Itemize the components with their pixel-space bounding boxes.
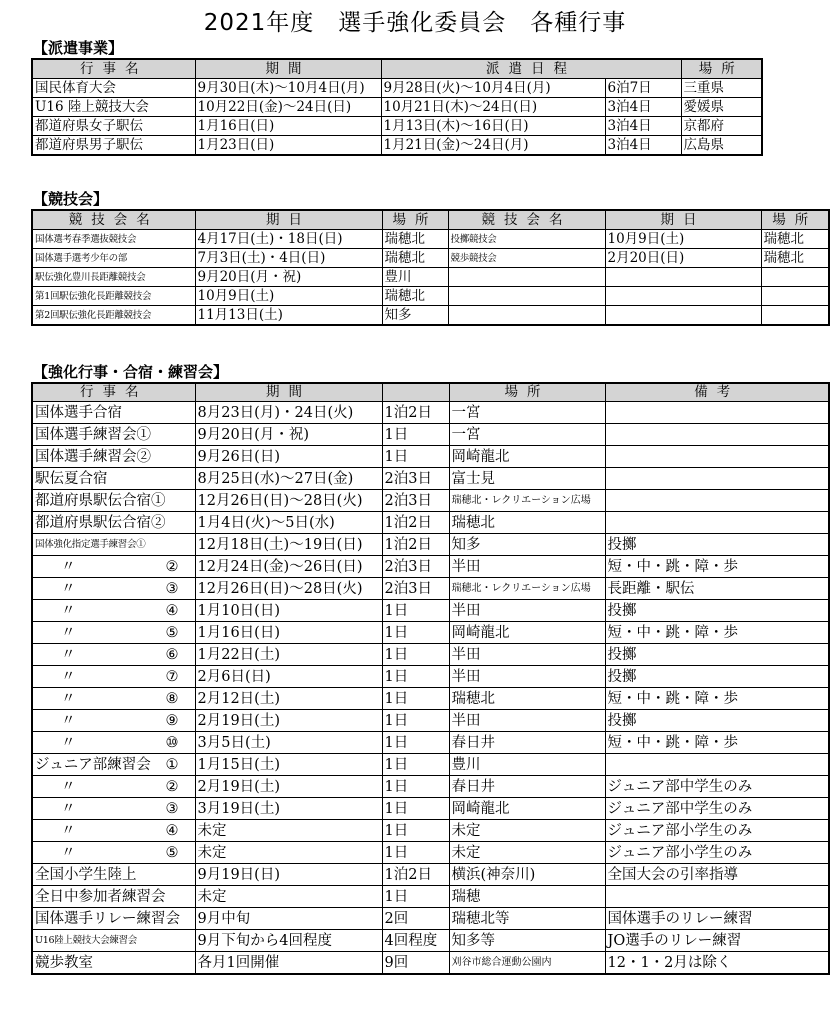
note-cell [605, 468, 829, 490]
days-cell: 2泊3日 [382, 578, 449, 600]
days-cell: 1日 [382, 644, 449, 666]
table-row [32, 864, 829, 886]
event-number: ① [165, 756, 179, 773]
event-number: ③ [165, 800, 179, 817]
date-cell [605, 268, 761, 287]
table-row [32, 249, 829, 268]
col-header-period: 期間 [195, 383, 382, 402]
period-cell: 2月6日(日) [195, 666, 382, 688]
table-row [32, 230, 829, 249]
days-cell: 1日 [382, 446, 449, 468]
period-cell: 1月22日(土) [195, 644, 382, 666]
days-cell: 1日 [382, 732, 449, 754]
days-cell: 1日 [382, 622, 449, 644]
period-cell: 3月19日(土) [195, 798, 382, 820]
place-cell: 富士見 [449, 468, 605, 490]
place-cell: 知多等 [449, 930, 605, 952]
place-cell: 瑞穂 [449, 886, 605, 908]
place-cell [761, 287, 829, 306]
period-cell: 9月下旬から4回程度 [195, 930, 382, 952]
note-cell: 投擲 [605, 644, 829, 666]
table-row [32, 424, 829, 446]
col-header-place-2: 場所 [761, 210, 829, 230]
event-name-cell [32, 776, 195, 798]
table-row [32, 287, 829, 306]
days-cell: 1日 [382, 820, 449, 842]
table-row [32, 798, 829, 820]
note-cell [605, 886, 829, 908]
note-cell: 投擲 [605, 710, 829, 732]
place-cell: 瑞穂北・レクリエーション広場 [449, 490, 605, 512]
event-name-cell [32, 732, 195, 754]
place-cell: 知多 [449, 534, 605, 556]
place-cell: 京都府 [681, 117, 762, 136]
note-cell [605, 754, 829, 776]
event-name-cell [32, 754, 195, 776]
event-name-text: 〃 [61, 558, 76, 575]
event-number: ⑦ [165, 668, 179, 685]
place-cell: 一宮 [449, 402, 605, 424]
place-cell [761, 306, 829, 326]
table-row [32, 79, 762, 98]
place-cell: 半田 [449, 600, 605, 622]
event-number: ⑤ [165, 844, 179, 861]
table-row [32, 886, 829, 908]
note-cell: 投擲 [605, 600, 829, 622]
nights-cell: 6泊7日 [605, 79, 681, 98]
competition-name-cell: 競歩競技会 [448, 249, 605, 268]
event-name-text: 〃 [61, 668, 76, 685]
event-name-cell: 国民体育大会 [32, 79, 195, 98]
event-number: ② [165, 558, 179, 575]
event-name-cell: 都道府県駅伝合宿② [32, 512, 195, 534]
place-cell: 三重県 [681, 79, 762, 98]
dispatch-heading: 【派遣事業】 [33, 39, 124, 57]
table-row [32, 666, 829, 688]
col-header-schedule: 派遣日程 [381, 59, 681, 79]
dispatch-table [31, 58, 763, 156]
period-cell: 9月30日(木)～10月4日(月) [195, 79, 381, 98]
training-heading: 【強化行事・合宿・練習会】 [33, 363, 229, 381]
table-row [32, 446, 829, 468]
event-name-cell: U16 陸上競技大会 [32, 98, 195, 117]
event-name-cell: 国体選手練習会② [32, 446, 195, 468]
note-cell: 長距離・駅伝 [605, 578, 829, 600]
place-cell: 瑞穂北 [761, 230, 829, 249]
event-name-cell: 都道府県駅伝合宿① [32, 490, 195, 512]
competition-name-cell: 第1回駅伝強化長距離競技会 [32, 287, 195, 306]
event-name-text: 〃 [61, 778, 76, 795]
event-name-cell [32, 842, 195, 864]
note-cell [605, 490, 829, 512]
days-cell: 2回 [382, 908, 449, 930]
place-cell: 豊川 [449, 754, 605, 776]
event-number: ② [165, 778, 179, 795]
table-row [32, 600, 829, 622]
place-cell: 春日井 [449, 732, 605, 754]
table-row [32, 710, 829, 732]
event-name-cell [32, 644, 195, 666]
period-cell: 10月22日(金)～24日(日) [195, 98, 381, 117]
event-name-cell [32, 688, 195, 710]
table-row [32, 512, 829, 534]
table-row [32, 402, 829, 424]
table-row [32, 534, 829, 556]
col-header-note: 備考 [605, 383, 829, 402]
place-cell: 知多 [382, 306, 448, 326]
col-header-place: 場所 [449, 383, 605, 402]
place-cell: 岡崎龍北 [449, 798, 605, 820]
note-cell: 短・中・跳・障・歩 [605, 732, 829, 754]
date-cell: 7月3日(土)・4日(日) [195, 249, 382, 268]
note-cell: 短・中・跳・障・歩 [605, 556, 829, 578]
days-cell: 1泊2日 [382, 402, 449, 424]
table-row [32, 490, 829, 512]
place-cell: 横浜(神奈川) [449, 864, 605, 886]
period-cell: 各月1回開催 [195, 952, 382, 975]
note-cell [605, 512, 829, 534]
days-cell: 1日 [382, 886, 449, 908]
event-name-cell [32, 798, 195, 820]
schedule-cell: 10月21日(木)～24日(日) [381, 98, 605, 117]
days-cell: 1日 [382, 798, 449, 820]
event-name-cell: 駅伝夏合宿 [32, 468, 195, 490]
event-name-text: 〃 [61, 580, 76, 597]
note-cell: ジュニア部小学生のみ [605, 842, 829, 864]
table-row [32, 952, 829, 975]
event-name-text: 〃 [61, 800, 76, 817]
place-cell: 半田 [449, 710, 605, 732]
days-cell: 4回程度 [382, 930, 449, 952]
event-name-cell: 国体選手練習会① [32, 424, 195, 446]
competition-name-cell [448, 287, 605, 306]
place-cell: 一宮 [449, 424, 605, 446]
schedule-cell: 9月28日(火)～10月4日(月) [381, 79, 605, 98]
event-number: ④ [165, 602, 179, 619]
note-cell: ジュニア部中学生のみ [605, 776, 829, 798]
table-row [32, 556, 829, 578]
note-cell: 国体選手のリレー練習 [605, 908, 829, 930]
event-name-cell: 国体選手リレー練習会 [32, 908, 195, 930]
note-cell: 短・中・跳・障・歩 [605, 688, 829, 710]
table-row [32, 930, 829, 952]
col-header-date-2: 期日 [605, 210, 761, 230]
period-cell: 1月16日(日) [195, 622, 382, 644]
event-name-cell: U16陸上競技大会練習会 [32, 930, 195, 952]
days-cell: 9回 [382, 952, 449, 975]
table-row [32, 98, 762, 117]
nights-cell: 3泊4日 [605, 136, 681, 156]
period-cell: 9月26日(日) [195, 446, 382, 468]
period-cell: 1月23日(日) [195, 136, 381, 156]
table-row [32, 644, 829, 666]
event-name-cell: 都道府県女子駅伝 [32, 117, 195, 136]
period-cell: 3月5日(土) [195, 732, 382, 754]
date-cell: 10月9日(土) [605, 230, 761, 249]
table-row [32, 468, 829, 490]
col-header-competition-1: 競技会名 [32, 210, 195, 230]
period-cell: 8月25日(水)～27日(金) [195, 468, 382, 490]
competition-name-cell: 駅伝強化豊川長距離競技会 [32, 268, 195, 287]
competition-name-cell: 国体選考春季選抜競技会 [32, 230, 195, 249]
event-name-cell [32, 578, 195, 600]
period-cell: 未定 [195, 820, 382, 842]
period-cell: 12月18日(土)～19日(日) [195, 534, 382, 556]
table-row [32, 820, 829, 842]
event-number: ⑨ [165, 712, 179, 729]
period-cell: 9月中旬 [195, 908, 382, 930]
note-cell: ジュニア部中学生のみ [605, 798, 829, 820]
period-cell: 12月24日(金)～26日(日) [195, 556, 382, 578]
note-cell: 全国大会の引率指導 [605, 864, 829, 886]
period-cell: 8月23日(月)・24日(火) [195, 402, 382, 424]
competition-name-cell: 国体選手選考少年の部 [32, 249, 195, 268]
date-cell: 9月20日(月・祝) [195, 268, 382, 287]
days-cell: 2泊3日 [382, 556, 449, 578]
days-cell: 1日 [382, 710, 449, 732]
place-cell: 愛媛県 [681, 98, 762, 117]
place-cell: 未定 [449, 820, 605, 842]
date-cell [605, 306, 761, 326]
nights-cell: 3泊4日 [605, 117, 681, 136]
date-cell: 11月13日(土) [195, 306, 382, 326]
event-number: ⑥ [165, 646, 179, 663]
days-cell: 1泊2日 [382, 534, 449, 556]
days-cell: 1日 [382, 754, 449, 776]
date-cell: 4月17日(土)・18日(日) [195, 230, 382, 249]
col-header-event: 行事名 [32, 59, 195, 79]
note-cell [605, 446, 829, 468]
competition-name-cell: 投擲競技会 [448, 230, 605, 249]
note-cell: 12・1・2月は除く [605, 952, 829, 975]
event-name-cell [32, 556, 195, 578]
note-cell: JO選手のリレー練習 [605, 930, 829, 952]
period-cell: 12月26日(日)～28日(火) [195, 490, 382, 512]
competition-table [31, 209, 830, 326]
place-cell: 瑞穂北 [449, 688, 605, 710]
event-name-cell [32, 666, 195, 688]
event-name-cell [32, 600, 195, 622]
col-header-period: 期間 [195, 59, 381, 79]
event-name-cell: 都道府県男子駅伝 [32, 136, 195, 156]
place-cell: 瑞穂北 [382, 249, 448, 268]
table-row [32, 842, 829, 864]
period-cell: 未定 [195, 886, 382, 908]
period-cell: 2月19日(土) [195, 710, 382, 732]
place-cell: 広島県 [681, 136, 762, 156]
days-cell: 1日 [382, 776, 449, 798]
place-cell: 半田 [449, 666, 605, 688]
place-cell: 瑞穂北 [449, 512, 605, 534]
event-name-text: 〃 [61, 646, 76, 663]
period-cell: 2月19日(土) [195, 776, 382, 798]
days-cell: 1日 [382, 666, 449, 688]
col-header-place-1: 場所 [382, 210, 448, 230]
days-cell: 2泊3日 [382, 490, 449, 512]
table-row [32, 732, 829, 754]
days-cell: 2泊3日 [382, 468, 449, 490]
period-cell: 未定 [195, 842, 382, 864]
table-row [32, 754, 829, 776]
event-name-text: ジュニア部練習会 [35, 756, 151, 773]
period-cell: 12月26日(日)～28日(火) [195, 578, 382, 600]
table-row [32, 622, 829, 644]
place-cell: 刈谷市総合運動公園内 [449, 952, 605, 975]
period-cell: 9月20日(月・祝) [195, 424, 382, 446]
note-cell: ジュニア部小学生のみ [605, 820, 829, 842]
table-row [32, 306, 829, 326]
schedule-cell: 1月21日(金)～24日(月) [381, 136, 605, 156]
event-name-cell: 国体選手合宿 [32, 402, 195, 424]
event-name-text: 〃 [61, 734, 76, 751]
note-cell: 短・中・跳・障・歩 [605, 622, 829, 644]
place-cell: 半田 [449, 556, 605, 578]
days-cell: 1泊2日 [382, 864, 449, 886]
period-cell: 1月15日(土) [195, 754, 382, 776]
place-cell: 瑞穂北 [382, 230, 448, 249]
days-cell: 1日 [382, 842, 449, 864]
event-name-cell [32, 820, 195, 842]
note-cell [605, 402, 829, 424]
event-name-cell: 競歩教室 [32, 952, 195, 975]
event-number: ⑩ [165, 734, 179, 751]
date-cell: 2月20日(日) [605, 249, 761, 268]
table-row [32, 136, 762, 156]
col-header-date-1: 期日 [195, 210, 382, 230]
event-number: ④ [165, 822, 179, 839]
place-cell: 瑞穂北等 [449, 908, 605, 930]
competition-name-cell [448, 306, 605, 326]
place-cell: 瑞穂北・レクリエーション広場 [449, 578, 605, 600]
table-row [32, 117, 762, 136]
training-table [31, 382, 830, 975]
date-cell [605, 287, 761, 306]
table-row [32, 268, 829, 287]
nights-cell: 3泊4日 [605, 98, 681, 117]
place-cell: 未定 [449, 842, 605, 864]
event-number: ⑧ [165, 690, 179, 707]
event-number: ⑤ [165, 624, 179, 641]
period-cell: 1月10日(日) [195, 600, 382, 622]
place-cell: 豊川 [382, 268, 448, 287]
note-cell [605, 424, 829, 446]
table-row [32, 688, 829, 710]
note-cell: 投擲 [605, 666, 829, 688]
competition-name-cell: 第2回駅伝強化長距離競技会 [32, 306, 195, 326]
period-cell: 1月16日(日) [195, 117, 381, 136]
event-name-cell [32, 622, 195, 644]
period-cell: 9月19日(日) [195, 864, 382, 886]
days-cell: 1泊2日 [382, 512, 449, 534]
place-cell: 瑞穂北 [761, 249, 829, 268]
event-name-text: 〃 [61, 602, 76, 619]
period-cell: 1月4日(火)～5日(水) [195, 512, 382, 534]
event-name-cell: 国体強化指定選手練習会① [32, 534, 195, 556]
col-header-event: 行事名 [32, 383, 195, 402]
place-cell: 岡崎龍北 [449, 622, 605, 644]
table-row [32, 776, 829, 798]
place-cell [761, 268, 829, 287]
event-name-text: 〃 [61, 624, 76, 641]
table-row [32, 578, 829, 600]
event-number: ③ [165, 580, 179, 597]
place-cell: 半田 [449, 644, 605, 666]
col-header-competition-2: 競技会名 [448, 210, 605, 230]
event-name-text: 〃 [61, 822, 76, 839]
event-name-text: 〃 [61, 712, 76, 729]
schedule-cell: 1月13日(木)～16日(日) [381, 117, 605, 136]
page-title: 2021年度 選手強化委員会 各種行事 [203, 10, 627, 36]
period-cell: 2月12日(土) [195, 688, 382, 710]
place-cell: 春日井 [449, 776, 605, 798]
table-row [32, 908, 829, 930]
date-cell: 10月9日(土) [195, 287, 382, 306]
event-name-cell [32, 710, 195, 732]
event-name-cell: 全日中参加者練習会 [32, 886, 195, 908]
place-cell: 瑞穂北 [382, 287, 448, 306]
days-cell: 1日 [382, 600, 449, 622]
note-cell: 投擲 [605, 534, 829, 556]
col-header-place: 場所 [681, 59, 762, 79]
days-cell: 1日 [382, 688, 449, 710]
competition-heading: 【競技会】 [33, 190, 109, 208]
place-cell: 岡崎龍北 [449, 446, 605, 468]
event-name-text: 〃 [61, 844, 76, 861]
event-name-cell: 全国小学生陸上 [32, 864, 195, 886]
event-name-text: 〃 [61, 690, 76, 707]
days-cell: 1日 [382, 424, 449, 446]
competition-name-cell [448, 268, 605, 287]
